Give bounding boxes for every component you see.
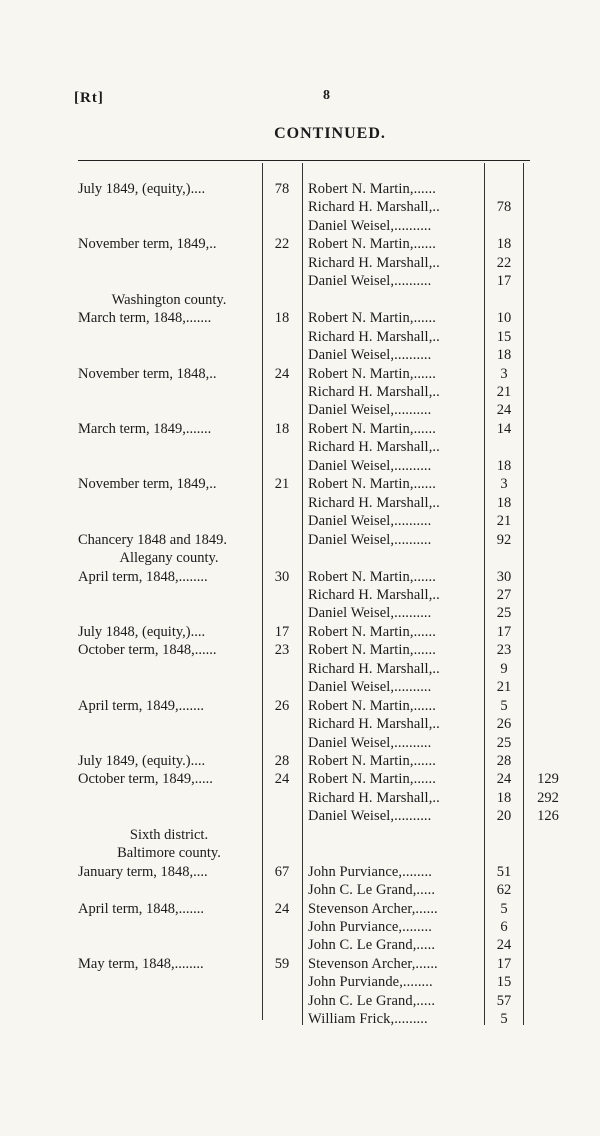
judge-name: Daniel Weisel,..........: [308, 679, 432, 696]
county-heading: Baltimore county.: [117, 845, 221, 862]
page-number: 8: [323, 88, 330, 103]
judge-name: Daniel Weisel,..........: [308, 402, 432, 419]
judge-name: John Purviance,........: [308, 919, 432, 935]
days-count: 26: [496, 716, 512, 732]
judge-name: Daniel Weisel,..........: [308, 273, 432, 290]
court-term: April term, 1848,........: [78, 568, 208, 585]
days-count: 24: [496, 402, 512, 419]
court-term: November term, 1849,..: [78, 476, 217, 493]
days-count: 18: [496, 347, 512, 363]
days-count: 15: [496, 328, 512, 345]
column-divider: [523, 163, 524, 1025]
page-bracket-mark: [Rt]: [74, 90, 104, 106]
days-count: 78: [496, 199, 512, 216]
judge-name: Daniel Weisel,..........: [308, 531, 432, 548]
days-count: 3: [500, 365, 508, 382]
judge-name: Robert N. Martin,......: [308, 365, 436, 382]
judge-name: Richard H. Marshall,..: [308, 439, 440, 456]
days-count: 5: [500, 1011, 508, 1028]
days-count: 6: [500, 919, 508, 935]
judge-name: Robert N. Martin,......: [308, 642, 436, 659]
judge-name: Daniel Weisel,..........: [308, 217, 432, 234]
judge-name: Richard H. Marshall,..: [308, 199, 440, 216]
term-total: 24: [274, 365, 290, 382]
days-count: 21: [496, 383, 512, 400]
judge-name: Richard H. Marshall,..: [308, 789, 440, 806]
judge-name: Daniel Weisel,..........: [308, 734, 432, 751]
judge-name: John Purviande,........: [308, 974, 433, 991]
days-count: 20: [496, 808, 512, 825]
judge-name: John C. Le Grand,.....: [308, 992, 436, 1009]
court-term: January term, 1848,....: [78, 863, 208, 880]
judge-name: Richard H. Marshall,..: [308, 494, 440, 511]
judge-name: John Purviance,........: [308, 863, 432, 880]
judge-name: Stevenson Archer,......: [308, 955, 438, 972]
judge-name: Richard H. Marshall,..: [308, 254, 440, 271]
term-total: 78: [274, 181, 290, 197]
judge-name: Daniel Weisel,..........: [308, 457, 432, 474]
term-total: 22: [274, 236, 290, 253]
days-count: 9: [500, 660, 508, 677]
term-total: 18: [274, 310, 290, 327]
grand-total: 129: [537, 771, 559, 788]
days-count: 18: [496, 457, 512, 474]
judge-name: Robert N. Martin,......: [308, 697, 436, 714]
term-total: 30: [274, 568, 290, 585]
court-term: July 1848, (equity,)....: [78, 623, 206, 640]
court-term: October term, 1849,.....: [78, 771, 213, 788]
judge-name: Richard H. Marshall,..: [308, 328, 440, 345]
days-count: 30: [496, 568, 512, 585]
header-rule: [78, 160, 530, 161]
court-term: March term, 1849,.......: [78, 420, 212, 437]
judge-name: Robert N. Martin,......: [308, 771, 436, 788]
days-count: 18: [496, 236, 512, 253]
days-count: 28: [496, 752, 512, 769]
days-count: 27: [496, 586, 512, 603]
days-count: 18: [496, 789, 512, 806]
judge-name: Richard H. Marshall,..: [308, 383, 440, 400]
days-count: 14: [496, 420, 512, 437]
court-term: April term, 1848,.......: [78, 900, 205, 917]
judge-name: Robert N. Martin,......: [308, 752, 436, 769]
judge-name: Richard H. Marshall,..: [308, 586, 440, 603]
days-count: 62: [496, 882, 512, 899]
days-count: 21: [496, 513, 512, 530]
court-term: Chancery 1848 and 1849.: [78, 531, 227, 548]
days-count: 24: [496, 771, 512, 788]
judge-name: Daniel Weisel,..........: [308, 808, 432, 825]
column-divider: [262, 163, 263, 1020]
days-count: 17: [496, 623, 512, 640]
term-total: 17: [274, 623, 290, 640]
term-total: 67: [274, 863, 290, 880]
court-term: November term, 1848,..: [78, 365, 217, 382]
judge-name: William Frick,.........: [308, 1011, 428, 1028]
judge-name: Stevenson Archer,......: [308, 900, 438, 917]
judge-name: Richard H. Marshall,..: [308, 716, 440, 732]
column-divider: [302, 163, 303, 1025]
judge-name: Robert N. Martin,......: [308, 623, 436, 640]
judge-name: Robert N. Martin,......: [308, 476, 436, 493]
days-count: 51: [496, 863, 512, 880]
days-count: 3: [500, 476, 508, 493]
term-total: 23: [274, 642, 290, 659]
days-count: 23: [496, 642, 512, 659]
county-heading: Washington county.: [111, 291, 227, 308]
days-count: 17: [496, 273, 512, 290]
days-count: 25: [496, 734, 512, 751]
judge-name: Daniel Weisel,..........: [308, 513, 432, 530]
page-title: CONTINUED.: [274, 125, 386, 142]
term-total: 21: [274, 476, 290, 493]
term-total: 18: [274, 420, 290, 437]
judge-name: John C. Le Grand,.....: [308, 882, 436, 899]
county-heading: Sixth district.: [129, 826, 209, 843]
court-term: April term, 1849,.......: [78, 697, 205, 714]
grand-total: 126: [537, 808, 559, 825]
judge-name: Richard H. Marshall,..: [308, 660, 440, 677]
term-total: 26: [274, 697, 290, 714]
days-count: 24: [496, 937, 512, 954]
days-count: 92: [496, 531, 512, 548]
days-count: 10: [496, 310, 512, 327]
days-count: 22: [496, 254, 512, 271]
court-term: May term, 1848,........: [78, 955, 204, 972]
term-total: 59: [274, 955, 290, 972]
grand-total: 292: [537, 789, 559, 806]
term-total: 24: [274, 771, 290, 788]
county-heading: Allegany county.: [119, 550, 219, 566]
judge-name: John C. Le Grand,.....: [308, 937, 436, 954]
days-count: 17: [496, 955, 512, 972]
court-term: July 1849, (equity,)....: [78, 181, 206, 197]
judge-name: Daniel Weisel,..........: [308, 605, 432, 622]
days-count: 5: [500, 697, 508, 714]
judge-name: Robert N. Martin,......: [308, 181, 436, 197]
judge-name: Robert N. Martin,......: [308, 236, 436, 253]
judge-name: Robert N. Martin,......: [308, 568, 436, 585]
judge-name: Robert N. Martin,......: [308, 310, 436, 327]
days-count: 57: [496, 992, 512, 1009]
court-term: November term, 1849,..: [78, 236, 217, 253]
court-term: March term, 1848,.......: [78, 310, 212, 327]
court-term: October term, 1848,......: [78, 642, 217, 659]
term-total: 24: [274, 900, 290, 917]
court-term: July 1849, (equity.)....: [78, 752, 206, 769]
days-count: 25: [496, 605, 512, 622]
judge-name: Daniel Weisel,..........: [308, 347, 432, 363]
days-count: 18: [496, 494, 512, 511]
term-total: 28: [274, 752, 290, 769]
judge-name: Robert N. Martin,......: [308, 420, 436, 437]
days-count: 21: [496, 679, 512, 696]
days-count: 15: [496, 974, 512, 991]
days-count: 5: [500, 900, 508, 917]
